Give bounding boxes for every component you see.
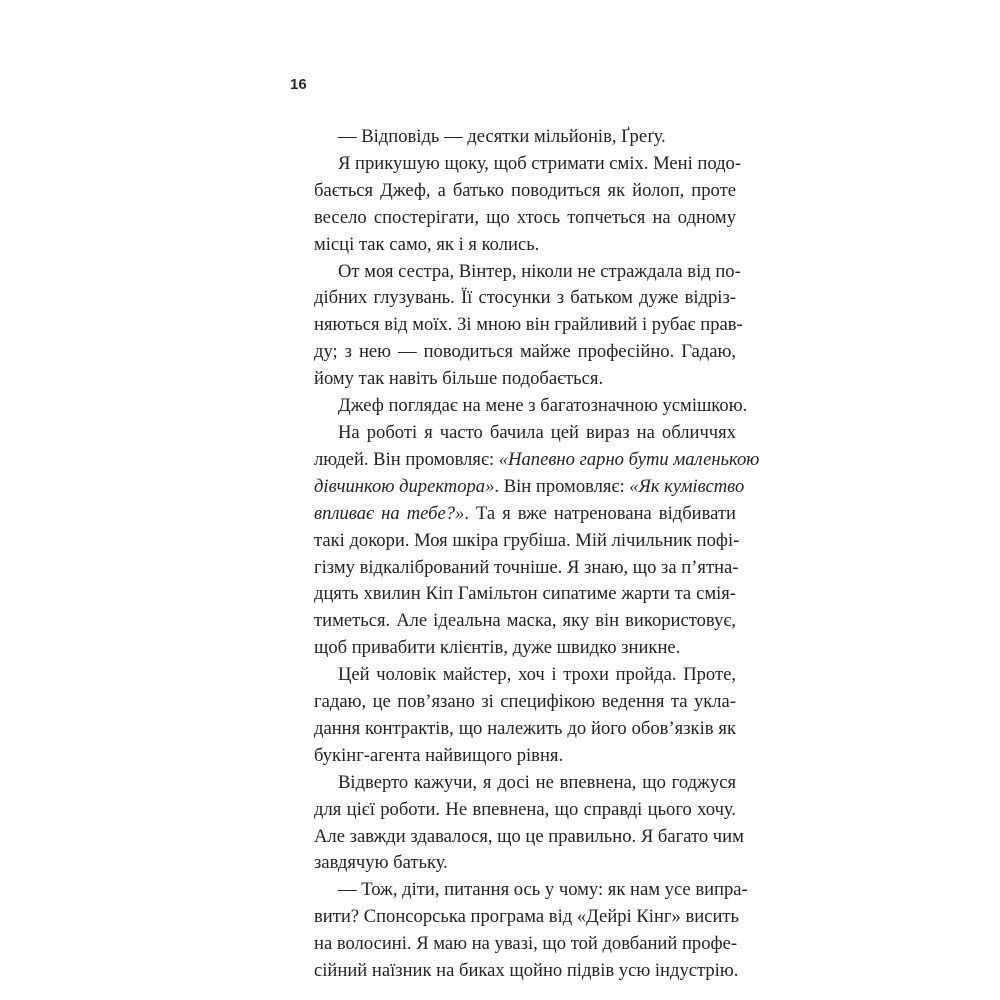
text-line: ду; з нею — поводиться майже професійно. Гадаю, <box>314 341 736 363</box>
paragraph <box>290 151 742 259</box>
text-line-italic-mixed: дівчинкою директора». Він промовляє: «Як кумівство <box>314 475 745 497</box>
text-line: такі докори. Моя шкіра грубіша. Мій лічильник пофі- <box>314 529 740 551</box>
paragraph <box>290 259 743 394</box>
paragraph <box>290 393 748 420</box>
italic-quote: впливає на тебе?» <box>314 502 465 524</box>
text-line: йому так навіть більше подобається. <box>314 368 604 390</box>
text-line: щоб привабити клієнтів, дуже швидко зникне. <box>314 637 681 659</box>
text-line: дібних глузувань. Її стосунки з батьком дуже відріз- <box>314 287 736 309</box>
body-text <box>290 124 760 985</box>
text-line: бається Джеф, а батько поводиться як йолоп, проте <box>314 179 736 201</box>
text-line: дцять хвилин Кіп Гамільтон сипатиме жарти та смія- <box>314 583 736 605</box>
paragraph <box>290 662 736 770</box>
italic-quote: «Як кумівство <box>629 475 745 497</box>
text-line: От моя сестра, Вінтер, ніколи не страждала від по- <box>338 260 741 282</box>
text-line-italic-mixed: впливає на тебе?». Та я вже натренована відбивати <box>314 502 737 524</box>
text-line: гізму відкалібрований точніше. Я знаю, що за п’ятна- <box>314 556 739 578</box>
text-line: Цей чоловік майстер, хоч і трохи пройда. Проте, <box>338 664 736 686</box>
text-line: Джеф поглядає на мене з багатозначною усмішкою. <box>338 395 748 417</box>
text-line: тиметься. Але ідеальна маска, яку він використовує, <box>314 610 736 632</box>
text-line: — Тож, діти, питання ось у чому: як нам усе випра- <box>338 879 748 901</box>
paragraph <box>290 124 736 151</box>
text-line: няються від моїх. Зі мною він грайливий і рубає прав- <box>314 314 743 336</box>
paragraph <box>290 877 748 985</box>
text-line: На роботі я часто бачила цей вираз на обличчях <box>338 421 736 443</box>
text-line: вити? Спонсорська програма від «Дейрі Кінг» висить <box>314 906 740 928</box>
page-number: 16 <box>290 76 307 93</box>
text-line: місці так само, як і я колись. <box>314 233 540 255</box>
text-line: букінг-агента найвищого рівня. <box>314 744 564 766</box>
paragraph <box>290 420 760 662</box>
text-line: гадаю, це пов’язано зі специфікою ведення та укла- <box>314 691 736 713</box>
text-line: Але завжди здавалося, що це правильно. Я багато чим <box>314 825 744 847</box>
text-line: весело спостерігати, що хтось топчеться на одному <box>314 206 736 228</box>
text-line: Відверто кажучи, я досі не впевнена, що годжуся <box>338 771 736 793</box>
text-line: для цієї роботи. Не впевнена, що справді цього хочу. <box>314 798 736 820</box>
text-line-italic-mixed: людей. Він промовляє: «Напевно гарно бути маленькою <box>314 448 760 470</box>
paragraph <box>290 770 744 878</box>
italic-quote: дівчинкою директора» <box>314 475 495 497</box>
text-line: завдячую батьку. <box>314 852 448 874</box>
text-line: — Відповідь — десятки мільйонів, Ґреґу. <box>338 126 666 147</box>
italic-quote: «Напевно гарно бути маленькою <box>498 448 760 470</box>
text-line: на волосині. Я маю на увазі, що той довбаний профе- <box>314 933 738 955</box>
text-line: дання контрактів, що належить до його обов’язків як <box>314 717 736 739</box>
text-line: сійний наїзник на биках щойно підвів усю індустрію. <box>314 960 739 982</box>
text-line: Я прикушую щоку, щоб стримати сміх. Мені подо- <box>338 152 742 174</box>
